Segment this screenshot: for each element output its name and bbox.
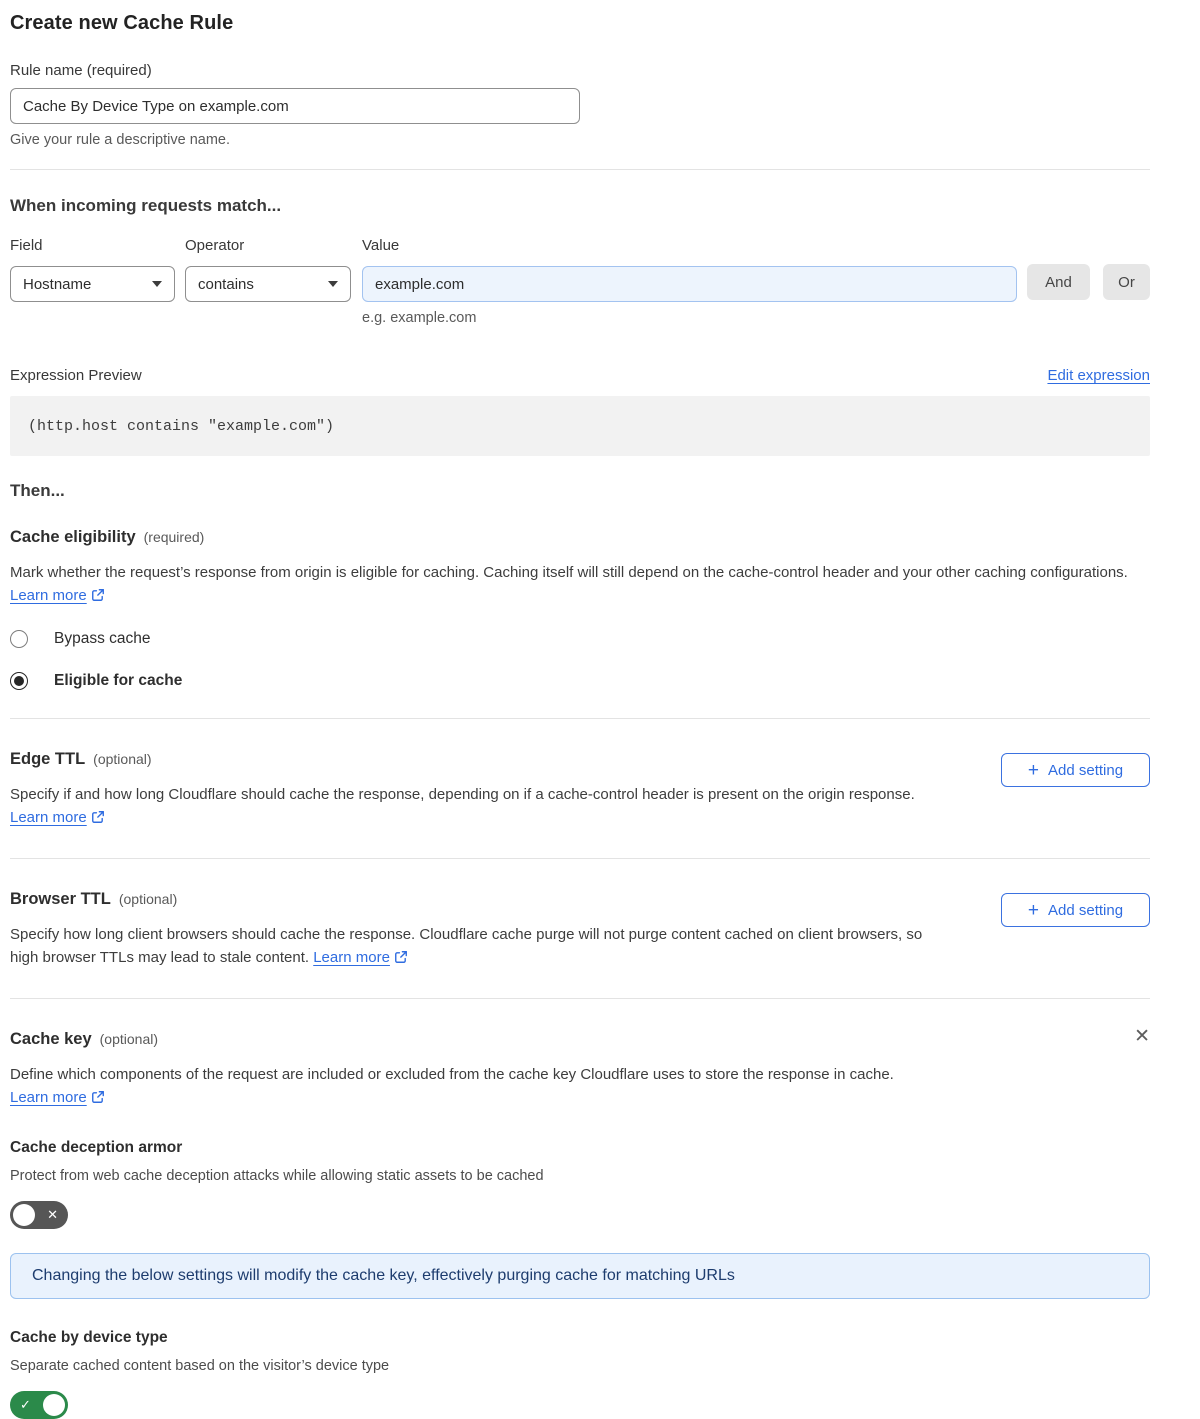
expression-preview-row [10,367,1150,384]
required-badge: (required) [143,529,205,545]
external-link-icon [394,950,408,964]
or-button[interactable]: Or [1103,264,1150,300]
cache-key-info-banner: Changing the below settings will modify the cache key, effectively purging cache for matching URLs [10,1253,1150,1299]
match-heading: When incoming requests match... [10,196,282,215]
operator-select-value: contains [198,275,254,293]
divider [10,169,1150,170]
edge-ttl-title: Edge TTL [10,750,86,768]
plus-icon: + [1027,899,1040,921]
optional-badge: (optional) [118,891,178,907]
field-select-value: Hostname [23,275,92,293]
cache-by-device-type-description: Separate cached content based on the visitor’s device type [10,1358,390,1374]
radio-selected-icon[interactable] [10,672,28,690]
cache-key-section [10,999,1150,1419]
browser-ttl-title: Browser TTL [10,890,111,908]
toggle-knob [43,1394,65,1416]
match-condition-row [10,237,1150,326]
cache-deception-armor-description: Protect from web cache deception attacks while allowing static assets to be cached [10,1168,544,1184]
optional-badge: (optional) [99,1031,159,1047]
value-helper: e.g. example.com [362,310,477,326]
page-title: Create new Cache Rule [10,12,234,34]
then-heading: Then... [10,481,65,500]
cache-key-description: Define which components of the request are included or excluded from the cache key Cloudflare uses to store the response in cache. Learn more [10,1066,894,1106]
value-input[interactable] [362,266,1017,302]
and-button[interactable]: And [1027,264,1090,300]
cache-by-device-type-title: Cache by device type [10,1329,168,1346]
plus-icon: + [1027,759,1040,781]
edit-expression-link[interactable]: Edit expression [1047,367,1150,384]
edge-ttl-description: Specify if and how long Cloudflare should cache the response, depending on if a cache-control header is present on the origin response. Learn more [10,786,915,826]
toggle-knob [13,1204,35,1226]
browser-ttl-section [10,859,1150,998]
expression-preview-label: Expression Preview [10,367,142,384]
radio-label: Eligible for cache [54,672,183,689]
value-label: Value [362,237,400,254]
toggle-on-check-icon: ✓ [20,1397,31,1412]
radio-option-eligible-for-cache[interactable] [10,672,1150,690]
operator-label: Operator [185,237,245,254]
field-label: Field [10,237,43,254]
expression-code: (http.host contains "example.com") [10,396,1150,456]
field-select[interactable] [10,266,175,302]
radio-label: Bypass cache [54,630,151,647]
browser-ttl-description: Specify how long client browsers should cache the response. Cloudflare cache purge will not purge content cached on client browsers, so high browser TTLs may lead to stale content. Learn more [10,926,923,966]
rule-name-label: Rule name (required) [10,62,152,79]
edge-ttl-section [10,719,1150,858]
learn-more-link[interactable]: Learn more [313,949,408,966]
rule-name-input[interactable] [10,88,580,124]
external-link-icon [91,1090,105,1104]
edge-ttl-add-setting-button[interactable]: + Add setting [1001,753,1150,787]
cache-eligibility-section [10,528,1150,690]
cache-deception-armor-toggle[interactable] [10,1201,68,1229]
cache-key-title: Cache key [10,1030,92,1048]
external-link-icon [91,588,105,602]
chevron-down-icon [328,281,338,287]
cache-deception-armor-title: Cache deception armor [10,1139,183,1156]
cache-eligibility-title: Cache eligibility [10,528,136,546]
radio-option-bypass-cache[interactable] [10,630,1150,648]
optional-badge: (optional) [93,751,152,767]
cache-eligibility-description: Mark whether the request’s response from origin is eligible for caching. Caching itself will still depend on the cache-control header and your other caching configurations. Learn more [10,564,1128,604]
radio-unselected-icon[interactable] [10,630,28,648]
browser-ttl-add-setting-button[interactable]: + Add setting [1001,893,1150,927]
chevron-down-icon [152,281,162,287]
close-icon[interactable]: ✕ [1134,1026,1150,1047]
learn-more-link[interactable]: Learn more [10,1089,105,1106]
learn-more-link[interactable]: Learn more [10,809,105,826]
external-link-icon [91,810,105,824]
learn-more-link[interactable]: Learn more [10,587,105,604]
toggle-off-x-icon: ✕ [47,1207,58,1222]
operator-select[interactable] [185,266,351,302]
create-cache-rule-form [10,0,1150,1419]
cache-by-device-type-toggle[interactable] [10,1391,68,1419]
rule-name-helper: Give your rule a descriptive name. [10,132,231,148]
